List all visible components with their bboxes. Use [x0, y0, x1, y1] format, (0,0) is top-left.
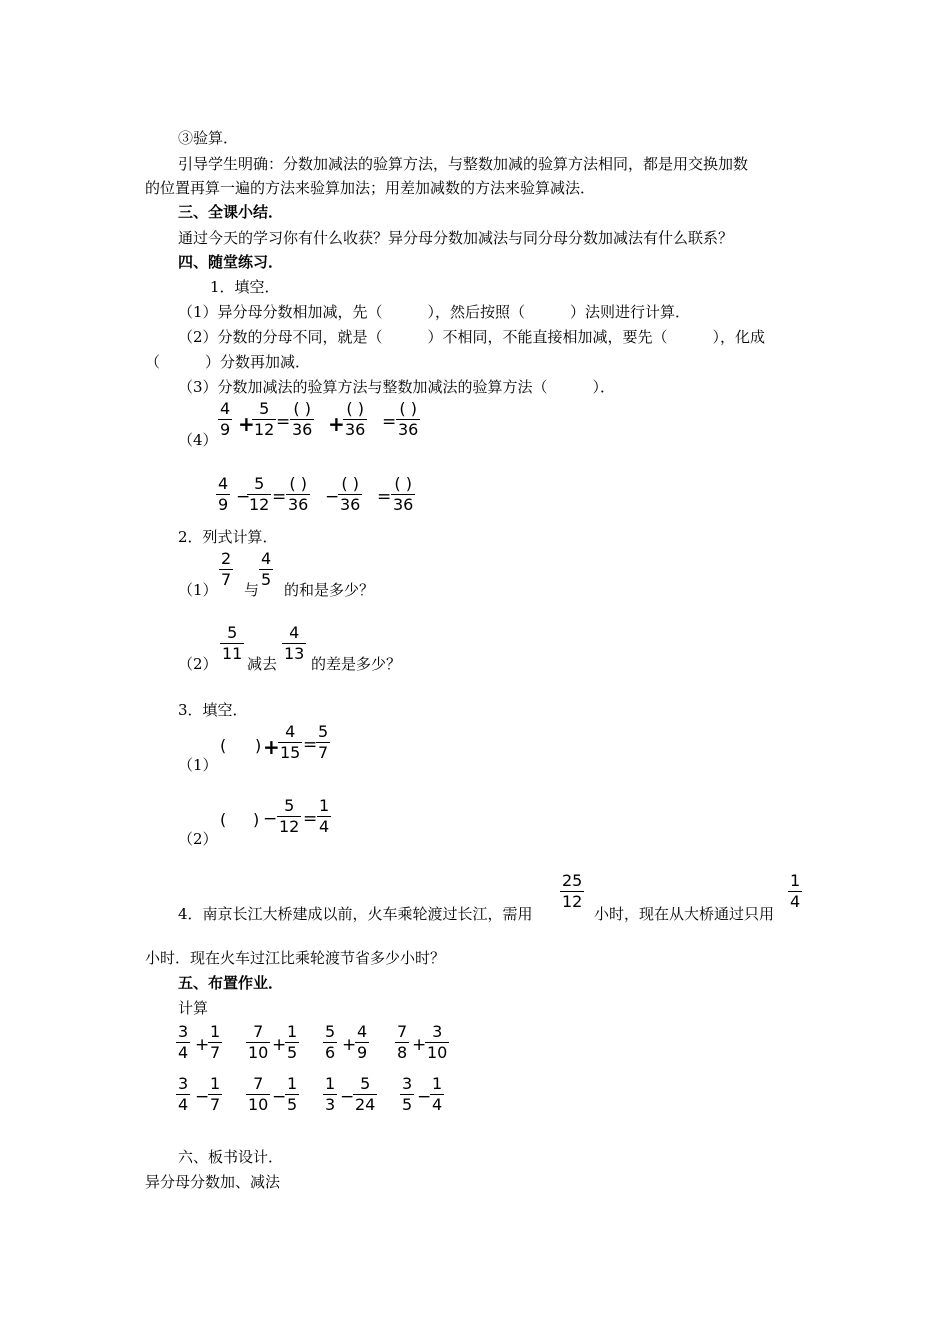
- fraction: 1 4: [319, 796, 330, 836]
- fraction: 1 7: [210, 1022, 221, 1062]
- fraction-blank: ( ) 36: [398, 399, 419, 439]
- fraction: 1 5: [287, 1074, 298, 1114]
- question-3-part-1-label: （1）: [178, 756, 218, 774]
- question-2-part-1-label: （1）: [178, 581, 218, 599]
- fraction: 5 24: [355, 1074, 376, 1114]
- fraction: 3 4: [178, 1022, 189, 1062]
- fraction: 4 15: [280, 722, 301, 762]
- fraction: 4 5: [261, 549, 272, 589]
- question-4-text-3: 小时．现在火车过江比乘轮渡节省多少小时？: [145, 949, 446, 967]
- board-design-title: 异分母分数加、减法: [145, 1173, 281, 1191]
- fraction-blank: ( ) 36: [292, 399, 313, 439]
- fraction: 7 10: [248, 1022, 269, 1062]
- summary-question: 通过今天的学习你有什么收获？异分母分数加减法与同分母分数加减法有什么联系？: [178, 229, 734, 247]
- fraction: 4 9: [218, 474, 229, 514]
- fraction: 5 12: [279, 796, 300, 836]
- question-2-part-2-label: （2）: [178, 655, 218, 673]
- fraction: 5 11: [222, 623, 243, 663]
- fraction: 4 9: [220, 399, 231, 439]
- fraction: 1 4: [790, 871, 801, 911]
- paragraph-line-1: 引导学生明确：分数加减法的验算方法，与整数加减的验算方法相同，都是用交换加数: [178, 155, 749, 173]
- fraction: 7 10: [248, 1074, 269, 1114]
- question-2-part-2-minus: 减去: [247, 655, 278, 673]
- fraction: 3 4: [178, 1074, 189, 1114]
- question-1-part-4-label: （4）: [178, 431, 218, 449]
- fraction: 1 5: [287, 1022, 298, 1062]
- fraction: 3 10: [427, 1022, 448, 1062]
- question-2-part-2-end: 的差是多少？: [311, 655, 402, 673]
- fraction-blank: ( ) 36: [288, 474, 309, 514]
- fraction: 1 7: [210, 1074, 221, 1114]
- question-3-title: 3．填空．: [178, 701, 248, 719]
- question-1-part-2-line-2: （ ）分数再加减．: [145, 353, 311, 371]
- heading-summary: 三、全课小结．: [178, 203, 284, 221]
- calculate-label: 计算: [178, 999, 209, 1017]
- fraction-blank: ( ) 36: [345, 399, 366, 439]
- fraction: 1 3: [325, 1074, 336, 1114]
- fraction: 4 13: [284, 623, 305, 663]
- fraction: 5 7: [318, 722, 329, 762]
- fraction-blank: ( ) 36: [340, 474, 361, 514]
- fraction: 2 7: [221, 549, 232, 589]
- question-1-part-2-line-1: （2）分数的分母不同，就是（ ）不相同，不能直接相加减，要先（ ），化成: [178, 328, 766, 346]
- question-2-part-1-with: 与: [244, 581, 260, 599]
- question-1-part-1: （1）异分母分数相加减，先（ ），然后按照（ ）法则进行计算．: [178, 303, 691, 321]
- fraction: 1 4: [432, 1074, 443, 1114]
- fraction: 3 5: [402, 1074, 413, 1114]
- question-1-title: 1．填空．: [210, 278, 280, 296]
- heading-homework: 五、布置作业．: [178, 974, 284, 992]
- fraction: 25 12: [562, 871, 583, 911]
- question-3-part-2-label: （2）: [178, 830, 218, 848]
- fraction: 5 6: [325, 1022, 336, 1062]
- fraction: 5 12: [254, 399, 275, 439]
- question-4-text-2: 小时，现在从大桥通过只用: [594, 905, 775, 923]
- heading-practice: 四、随堂练习．: [178, 253, 284, 271]
- question-4-text-1: 4．南京长江大桥建成以前，火车乘轮渡过长江，需用: [178, 905, 533, 923]
- fraction-blank: ( ) 36: [393, 474, 414, 514]
- fraction: 4 9: [357, 1022, 368, 1062]
- paragraph-line-2: 的位置再算一遍的方法来验算加法；用差加减数的方法来验算减法．: [145, 179, 596, 197]
- fraction: 5 12: [249, 474, 270, 514]
- heading-board-design: 六、板书设计．: [178, 1148, 284, 1166]
- question-2-part-1-end: 的和是多少？: [284, 581, 375, 599]
- fraction: 7 8: [397, 1022, 408, 1062]
- step-3-verify: ③验算．: [178, 129, 239, 147]
- question-2-title: 2．列式计算．: [178, 528, 278, 546]
- question-1-part-3: （3）分数加减法的验算方法与整数加减法的验算方法（ ）．: [178, 378, 616, 396]
